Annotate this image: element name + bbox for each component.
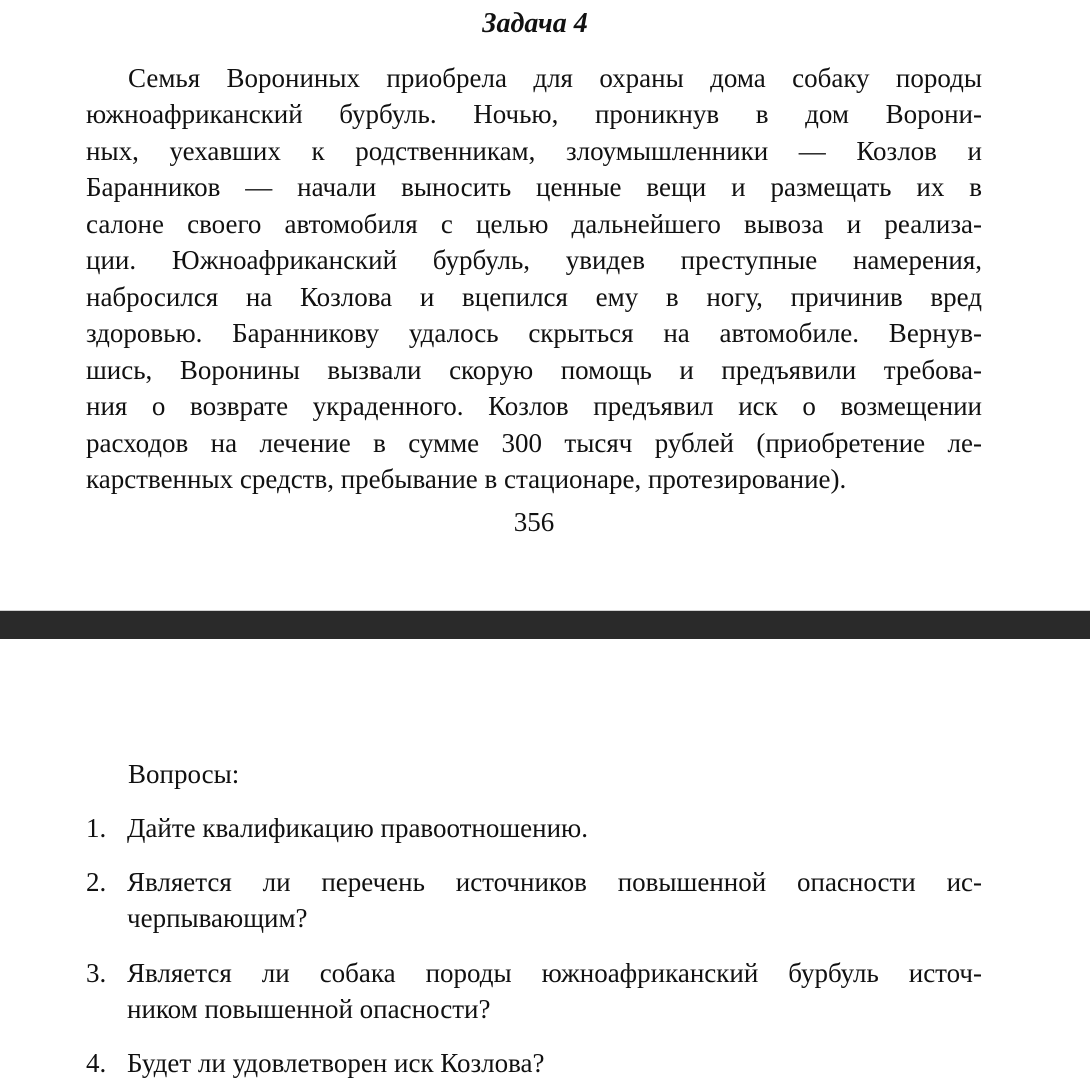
problem-line: набросился на Козлова и вцепился ему в ногу, причинив вред bbox=[86, 282, 982, 312]
question-text: Является ли перечень источников повышенной опасности ис- bbox=[127, 867, 982, 897]
problem-line: шись, Воронины вызвали скорую помощь и предъявили требова- bbox=[86, 355, 982, 385]
question-number: 1. bbox=[86, 813, 107, 843]
task-title: Задача 4 bbox=[482, 8, 588, 39]
problem-line: здоровью. Баранникову удалось скрыться на автомобиле. Вернув- bbox=[86, 318, 982, 348]
page-number: 356 bbox=[513, 507, 555, 537]
problem-line: Баранников — начали выносить ценные вещи и размещать их в bbox=[86, 172, 982, 202]
question-number: 4. bbox=[86, 1048, 107, 1078]
problem-line: южноафриканский бурбуль. Ночью, проникнув в дом Ворони- bbox=[86, 99, 982, 129]
question-text: Дайте квалификацию правоотношению. bbox=[127, 813, 588, 843]
question-text: Является ли собака породы южноафриканский бурбуль источ- bbox=[127, 958, 982, 988]
problem-line: Семья Ворониных приобрела для охраны дома собаку породы bbox=[128, 63, 982, 93]
problem-line: расходов на лечение в сумме 300 тысяч рублей (приобретение ле- bbox=[86, 428, 982, 458]
question-text: черпывающим? bbox=[127, 903, 308, 933]
question-text: Будет ли удовлетворен иск Козлова? bbox=[127, 1048, 545, 1078]
questions-heading: Вопросы: bbox=[128, 759, 240, 789]
problem-line: ных, уехавших к родственникам, злоумышленники — Козлов и bbox=[86, 136, 982, 166]
question-text: ником повышенной опасности? bbox=[127, 994, 491, 1024]
problem-line: карственных средств, пребывание в стационаре, протезирование). bbox=[86, 464, 847, 494]
question-number: 2. bbox=[86, 867, 107, 897]
problem-line: ния о возврате украденного. Козлов предъявил иск о возмещении bbox=[86, 391, 982, 421]
problem-line: ции. Южноафриканский бурбуль, увидев преступные намерения, bbox=[86, 245, 982, 275]
question-number: 3. bbox=[86, 958, 107, 988]
page-separator-bar bbox=[0, 610, 1090, 639]
problem-line: салоне своего автомобиля с целью дальнейшего вывоза и реализа- bbox=[86, 209, 982, 239]
